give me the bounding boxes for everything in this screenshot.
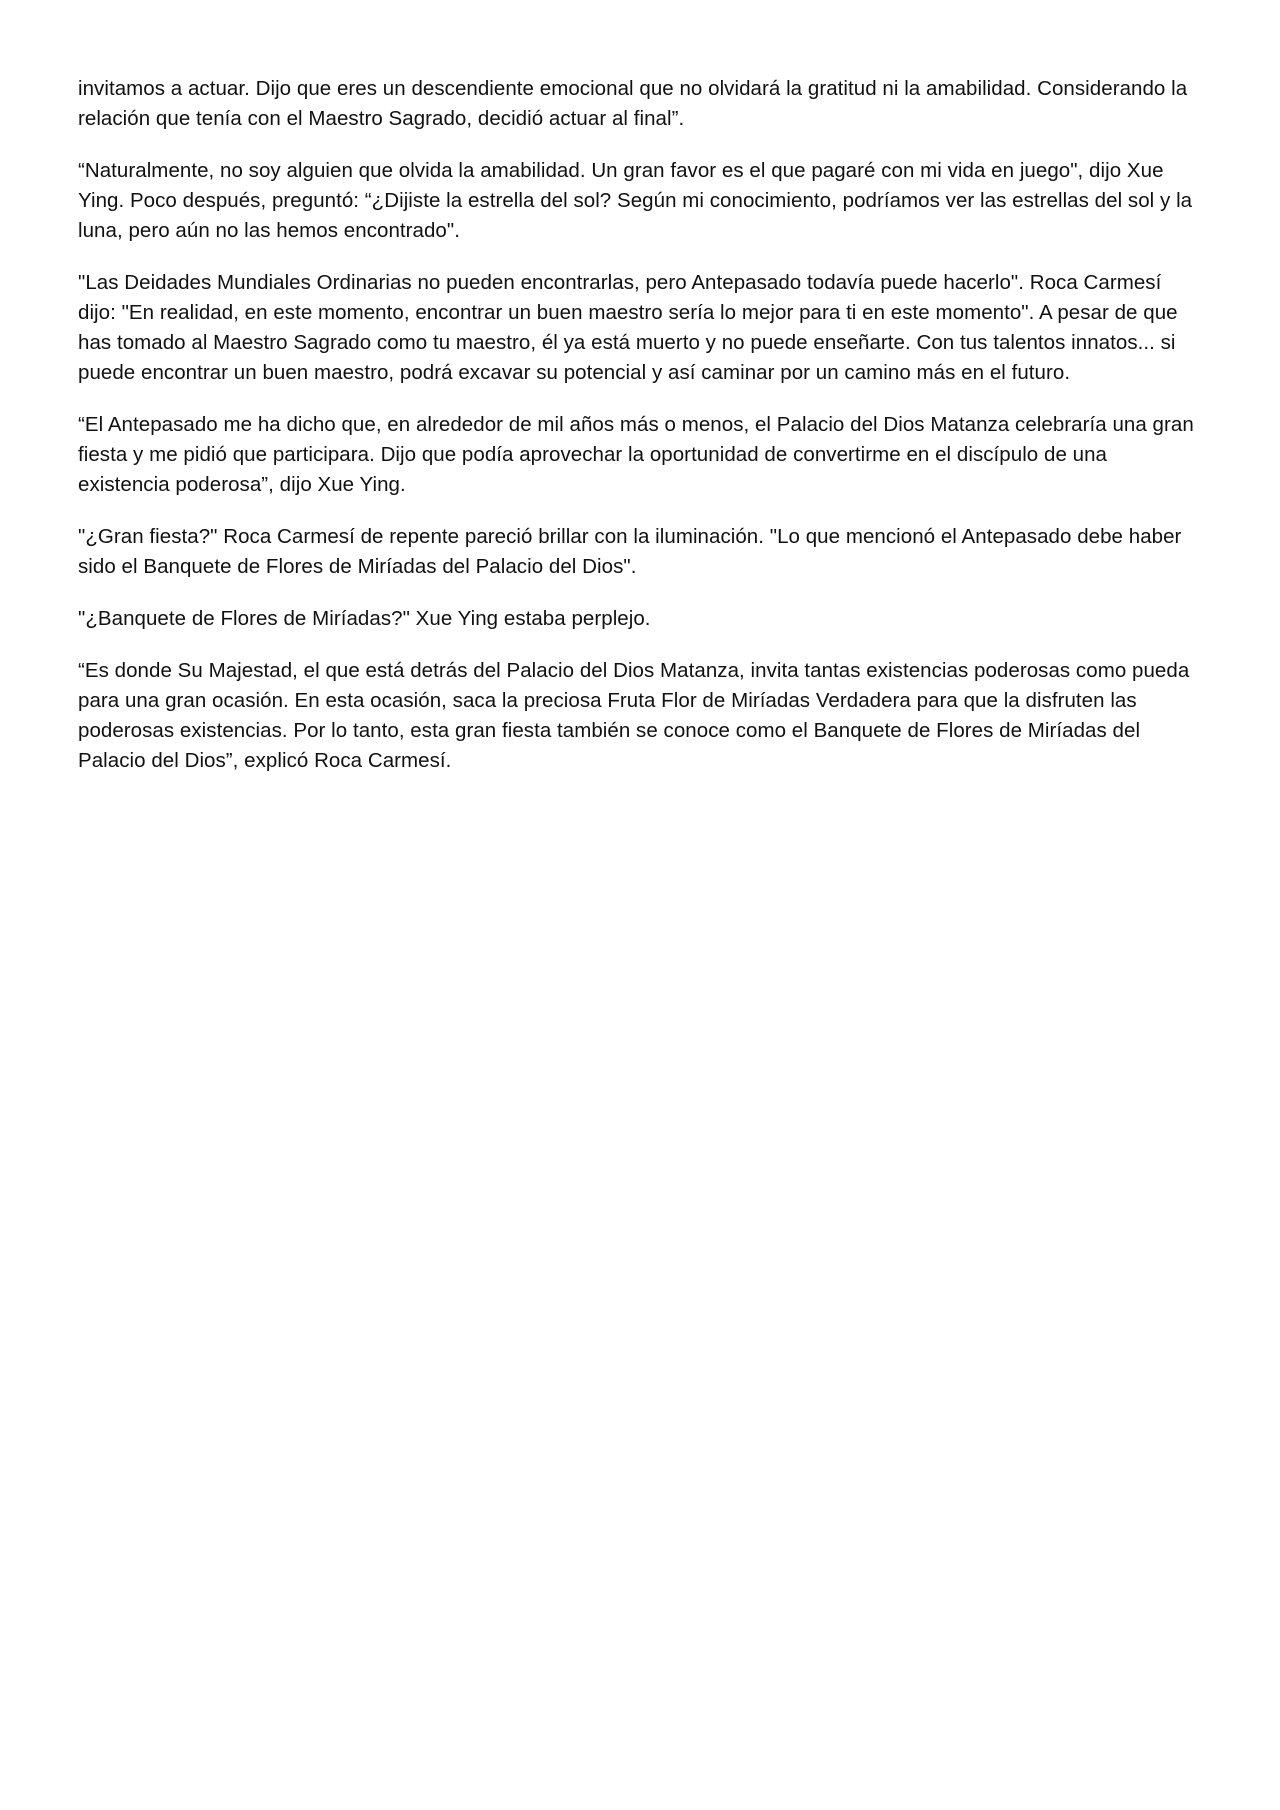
document-body — [78, 74, 1202, 798]
paragraph-2: “Naturalmente, no soy alguien que olvida la amabilidad. Un gran favor es el que pagaré con mi vida en juego", dijo Xue Ying. Poco después, preguntó: “¿Dijiste la estrella del sol? Según mi conocimiento, podríamos ver las estrellas del sol y la luna, pero aún no las hemos encontrado". — [78, 159, 1193, 242]
paragraph-4: “El Antepasado me ha dicho que, en alrededor de mil años más o menos, el Palacio del Dios Matanza celebraría una gran fiesta y me pidió que participara. Dijo que podía aprovechar la oportunidad de convertirme en el discípulo de una existencia poderosa”, dijo Xue Ying. — [78, 413, 1194, 496]
paragraph-5: "¿Gran fiesta?" Roca Carmesí de repente pareció brillar con la iluminación. "Lo que mencionó el Antepasado debe haber sido el Banquete de Flores de Miríadas del Palacio del Dios". — [78, 525, 1182, 578]
paragraph-3: "Las Deidades Mundiales Ordinarias no pueden encontrarlas, pero Antepasado todavía puede hacerlo". Roca Carmesí dijo: "En realidad, en este momento, encontrar un buen maestro sería lo mejor para ti en este momento". A pesar de que has tomado al Maestro Sagrado como tu maestro, él ya está muerto y no puede enseñarte. Con tus talentos innatos... si puede encontrar un buen maestro, podrá excavar su potencial y así caminar por un camino más en el futuro. — [78, 271, 1178, 384]
paragraph-7: “Es donde Su Majestad, el que está detrás del Palacio del Dios Matanza, invita tantas existencias poderosas como pueda para una gran ocasión. En esta ocasión, saca la preciosa Fruta Flor de Miríadas Verdadera para que la disfruten las poderosas existencias. Por lo tanto, esta gran fiesta también se conoce como el Banquete de Flores de Miríadas del Palacio del Dios”, explicó Roca Carmesí. — [78, 659, 1190, 772]
paragraph-6: "¿Banquete de Flores de Miríadas?" Xue Ying estaba perplejo. — [78, 607, 651, 630]
paragraph-1: invitamos a actuar. Dijo que eres un descendiente emocional que no olvidará la gratitud ni la amabilidad. Considerando la relación que tenía con el Maestro Sagrado, decidió actuar al final”. — [78, 77, 1188, 130]
